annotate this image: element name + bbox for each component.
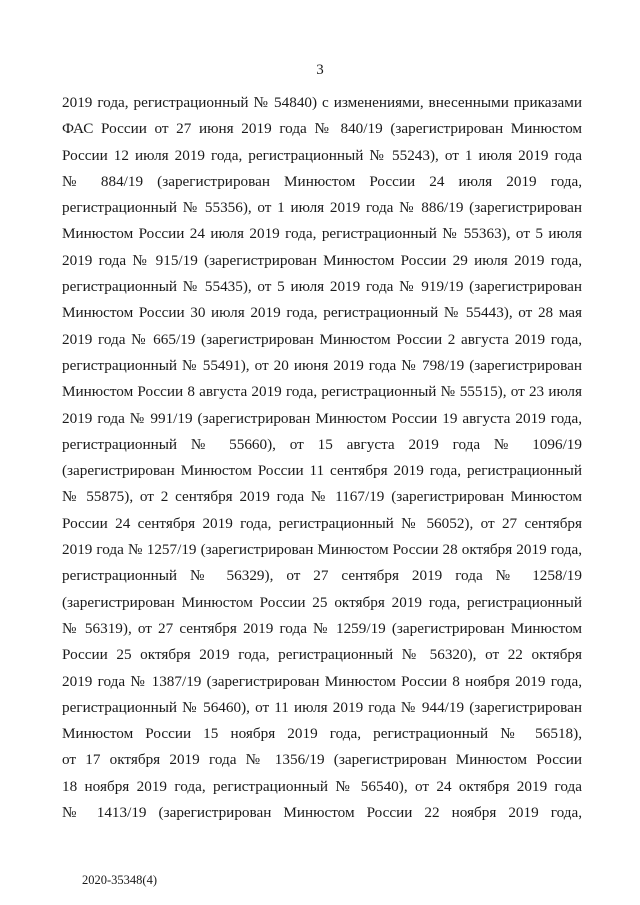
text-line-27: 18 ноября 2019 года, регистрационный № 56540), от 24 октября 2019 года — [62, 777, 582, 795]
text-line-25: Минюстом России 15 ноября 2019 года, регистрационный № 56518), — [62, 725, 582, 743]
text-line-12: Минюстом России 8 августа 2019 года, регистрационный № 55515), от 23 июля — [62, 383, 582, 401]
document-code: 2020-35348(4) — [82, 873, 157, 887]
text-line-20: (зарегистрирован Минюстом России 25 октября 2019 года, регистрационный — [62, 593, 582, 611]
text-line-15: (зарегистрирован Минюстом России 11 сентября 2019 года, регистрационный — [62, 462, 582, 480]
page-number: 3 — [316, 62, 324, 78]
text-line-11: регистрационный № 55491), от 20 июня 2019 года № 798/19 (зарегистрирован — [62, 356, 582, 374]
text-line-14: регистрационный № 55660), от 15 августа 2019 года № 1096/19 — [62, 435, 582, 453]
text-line-19: регистрационный № 56329), от 27 сентября 2019 года № 1258/19 — [62, 567, 582, 585]
text-line-5: регистрационный № 55356), от 1 июля 2019 года № 886/19 (зарегистрирован — [62, 199, 582, 217]
text-line-22: России 25 октября 2019 года, регистрационный № 56320), от 22 октября — [62, 646, 582, 664]
text-line-8: регистрационный № 55435), от 5 июля 2019 года № 919/19 (зарегистрирован — [62, 278, 582, 296]
body-text — [62, 90, 582, 826]
text-line-2: ФАС России от 27 июня 2019 года № 840/19 (зарегистрирован Минюстом — [62, 120, 582, 138]
text-line-10: 2019 года № 665/19 (зарегистрирован Минюстом России 2 августа 2019 года, — [62, 330, 582, 348]
text-line-6: Минюстом России 24 июля 2019 года, регистрационный № 55363), от 5 июля — [62, 225, 582, 243]
text-line-21: № 56319), от 27 сентября 2019 года № 1259/19 (зарегистрирован Минюстом — [62, 619, 582, 637]
text-line-23: 2019 года № 1387/19 (зарегистрирован Минюстом России 8 ноября 2019 года, — [62, 672, 582, 690]
text-line-4: № 884/19 (зарегистрирован Минюстом России 24 июля 2019 года, — [62, 172, 582, 190]
text-line-7: 2019 года № 915/19 (зарегистрирован Минюстом России 29 июля 2019 года, — [62, 251, 582, 269]
text-line-26: от 17 октября 2019 года № 1356/19 (зарегистрирован Минюстом России — [62, 751, 582, 769]
text-line-28: № 1413/19 (зарегистрирован Минюстом России 22 ноября 2019 года, — [62, 804, 582, 822]
text-line-18: 2019 года № 1257/19 (зарегистрирован Минюстом России 28 октября 2019 года, — [62, 541, 582, 559]
text-line-3: России 12 июля 2019 года, регистрационный № 55243), от 1 июля 2019 года — [62, 146, 582, 164]
text-line-17: России 24 сентября 2019 года, регистрационный № 56052), от 27 сентября — [62, 514, 582, 532]
text-line-16: № 55875), от 2 сентября 2019 года № 1167/19 (зарегистрирован Минюстом — [62, 488, 582, 506]
text-line-1: 2019 года, регистрационный № 54840) с изменениями, внесенными приказами — [62, 94, 582, 111]
text-line-9: Минюстом России 30 июля 2019 года, регистрационный № 55443), от 28 мая — [62, 304, 582, 322]
text-line-13: 2019 года № 991/19 (зарегистрирован Минюстом России 19 августа 2019 года, — [62, 409, 582, 427]
text-line-24: регистрационный № 56460), от 11 июля 2019 года № 944/19 (зарегистрирован — [62, 698, 582, 716]
